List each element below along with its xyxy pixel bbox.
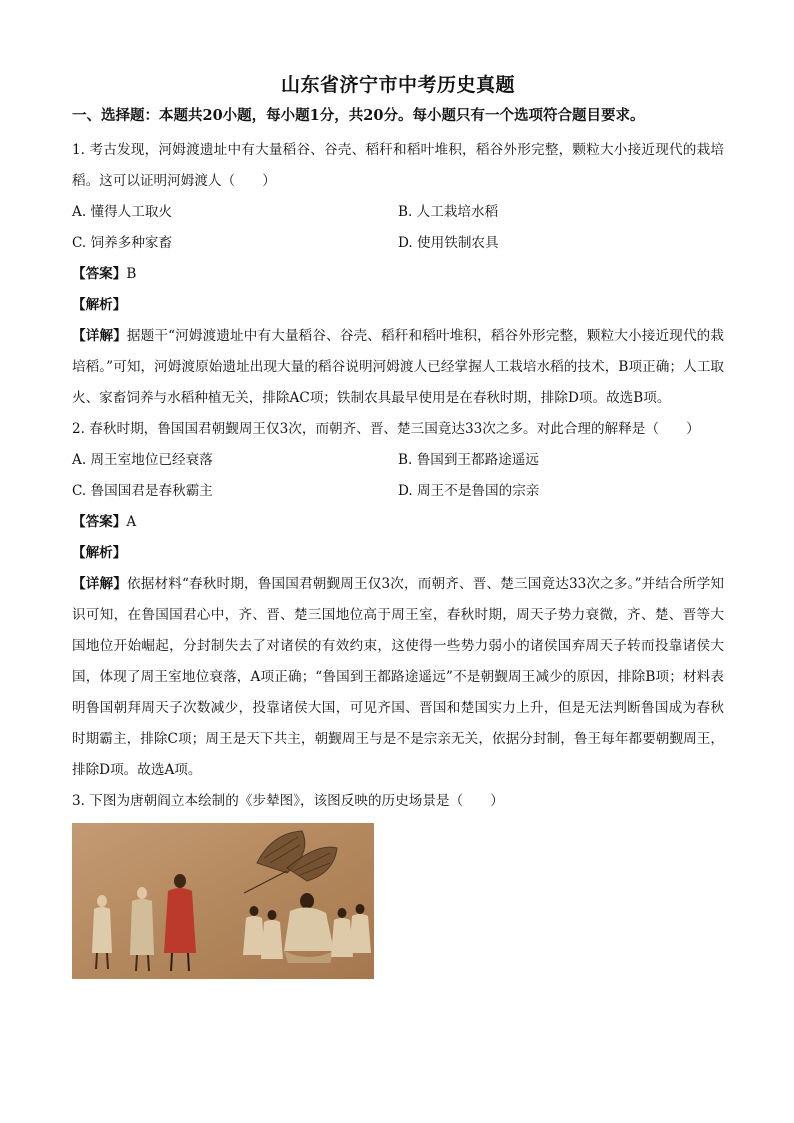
question-stem: 1. 考古发现，河姆渡遗址中有大量稻谷、谷壳、稻秆和稻叶堆积，稻谷外形完整，颗粒大小接近现代的栽培稻。这可以证明河姆渡人（ ） — [72, 142, 724, 189]
section-heading: 一、选择题：本题共20小题，每小题1分，共20分。每小题只有一个选项符合题目要求。 — [72, 107, 645, 124]
option-c: C. 饲养多种家畜 — [72, 235, 173, 251]
options — [72, 197, 724, 259]
detail-label: 【详解】 — [72, 576, 127, 592]
detail-label: 【详解】 — [72, 328, 127, 344]
analysis-label: 【解析】 — [72, 297, 127, 313]
option-c: C. 鲁国国君是春秋霸主 — [72, 483, 213, 499]
answer-label: 【答案】 — [72, 266, 127, 282]
answer-label: 【答案】 — [72, 514, 127, 530]
option-d: D. 周王不是鲁国的宗亲 — [398, 483, 540, 499]
option-b: B. 鲁国到王都路途遥远 — [398, 452, 539, 468]
detail-paragraph — [72, 569, 724, 786]
answer-line — [72, 259, 724, 290]
detail-text: 依据材料“春秋时期，鲁国国君朝觐周王仅3次，而朝齐、晋、楚三国竟达33次之多。”并结合所学知识可知，在鲁国国君心中，齐、晋、楚三国地位高于周王室，春秋时期，周天子势力衰微，齐、楚、晋等大国地位开始崛起，分封制失去了对诸侯的有效约束，这使得一些势力弱小的诸侯国弃周天子转而投靠诸侯大国，体现了周王室地位衰落，A项正确；“鲁国到王都路途遥远”不是朝觐周王减少的原因，排除B项；材料表明鲁国朝拜周天子次数减少，投靠诸侯大国，可见齐国、晋国和楚国实力上升，但是无法判断鲁国成为春秋时期霸主，排除C项；周王是天下共主，朝觐周王与是不是宗亲无关，依据分封制，鲁王每年都要朝觐周王，排除D项。故选A项。 — [72, 576, 725, 778]
option-a: A. 懂得人工取火 — [72, 204, 173, 220]
analysis-label: 【解析】 — [72, 545, 127, 561]
painting-image — [72, 823, 374, 979]
question-1 — [72, 135, 724, 414]
page-title: 山东省济宁市中考历史真题 — [280, 74, 515, 96]
question-stem: 3. 下图为唐朝阎立本绘制的《步辇图》，该图反映的历史场景是（ ） — [72, 793, 504, 809]
answer-value: B — [126, 266, 137, 282]
question-3 — [72, 786, 724, 979]
painting-illustration — [72, 823, 374, 979]
answer-value: A — [126, 514, 137, 530]
question-stem: 2. 春秋时期，鲁国国君朝觐周王仅3次，而朝齐、晋、楚三国竟达33次之多。对此合理的解释是（ ） — [72, 421, 700, 437]
answer-line — [72, 507, 724, 538]
options — [72, 445, 724, 507]
detail-text: 据题干“河姆渡遗址中有大量稻谷、谷壳、稻秆和稻叶堆积，稻谷外形完整，颗粒大小接近现代的栽培稻。”可知，河姆渡原始遗址出现大量的稻谷说明河姆渡人已经掌握人工栽培水稻的技术，B项正确；人工取火、家畜饲养与水稻种植无关，排除AC项；铁制农具最早使用是在春秋时期，排除D项。故选B项。 — [72, 328, 725, 406]
question-2 — [72, 414, 724, 786]
option-a: A. 周王室地位已经衰落 — [72, 452, 213, 468]
document-page — [72, 70, 724, 979]
detail-paragraph — [72, 321, 724, 414]
option-b: B. 人工栽培水稻 — [398, 204, 499, 220]
option-d: D. 使用铁制农具 — [398, 235, 499, 251]
